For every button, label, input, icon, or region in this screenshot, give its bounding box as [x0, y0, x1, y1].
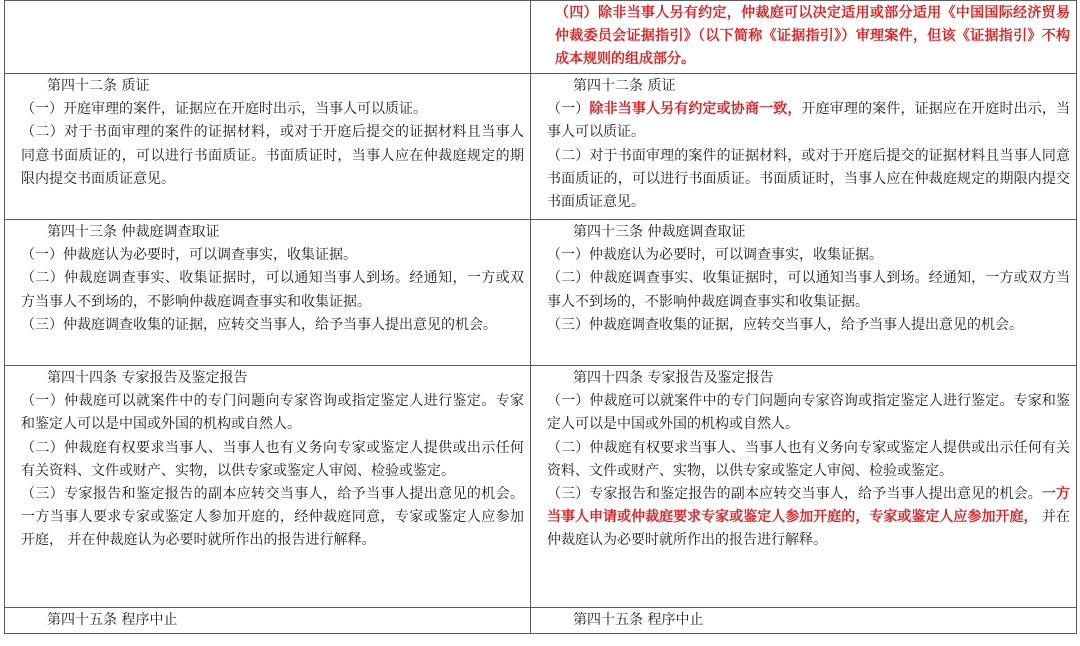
right-article-42 [531, 74, 1077, 220]
article-paragraph: （二）仲裁庭调查事实、收集证据时，可以通知当事人到场。经通知，一方或双方当事人不到场的，不影响仲裁庭调查事实和收集证据。 [547, 270, 1070, 310]
rules-comparison-table [4, 0, 1077, 634]
left-cell-empty [5, 1, 531, 74]
left-article-45 [5, 608, 531, 634]
article-paragraph: （二）对于书面审理的案件的证据材料，或对于开庭后提交的证据材料且当事人同意书面质证的，可以进行书面质证。书面质证时，当事人应在仲裁庭规定的期限内提交书面质证意见。 [547, 147, 1070, 211]
article-paragraph: （一）仲裁庭认为必要时，可以调查事实，收集证据。 [547, 247, 883, 264]
amended-text: 除非当事人另有约定或协商一致， [589, 101, 802, 118]
article-title: 第四十四条 专家报告及鉴定报告 [47, 370, 248, 386]
right-article-43 [531, 220, 1077, 366]
article-paragraph: （三）仲裁庭调查收集的证据，应转交当事人，给予当事人提出意见的机会。 [21, 316, 497, 333]
article-paragraph: （二）仲裁庭调查事实、收集证据时，可以通知当事人到场。经通知，一方或双方当事人不到场的，不影响仲裁庭调查事实和收集证据。 [21, 270, 524, 310]
left-article-43 [5, 220, 531, 366]
article-paragraph: （一）仲裁庭可以就案件中的专门问题向专家咨询或指定鉴定人进行鉴定。专家和鉴定人可以是中国或外国的机构或自然人。 [547, 393, 1070, 433]
article-title: 第四十三条 仲裁庭调查取证 [573, 224, 746, 240]
table-row [5, 220, 1077, 366]
amended-text: 一方当事人申请或仲裁庭要求专家或鉴定人参加开庭的，专家或鉴定人应参加开庭， [547, 486, 1070, 526]
article-title: 第四十四条 专家报告及鉴定报告 [573, 370, 774, 386]
article-paragraph: （二）对于书面审理的案件的证据材料，或对于开庭后提交的证据材料且当事人同意书面质证的，可以进行书面质证。书面质证时，当事人应在仲裁庭规定的期限内提交书面质证意见。 [21, 124, 524, 187]
paragraph-text: 开庭审理的案件，证据应在开庭时出示，当事人可以质证。 [547, 101, 1071, 141]
article-paragraph: （二）仲裁庭有权要求当事人、当事人也有义务向专家或鉴定人提供或出示任何有关资料、文件或财产、实物，以供专家或鉴定人审阅、检验或鉴定。 [21, 439, 524, 479]
article-title: 第四十三条 仲裁庭调查取证 [47, 224, 220, 240]
table-row [5, 74, 1077, 220]
article-paragraph: （三）仲裁庭调查收集的证据，应转交当事人，给予当事人提出意见的机会。 [547, 316, 1023, 333]
table-row [5, 1, 1077, 74]
article-paragraph: （一）仲裁庭认为必要时，可以调查事实，收集证据。 [21, 247, 357, 264]
article-title: 第四十五条 程序中止 [47, 612, 178, 628]
right-article-44 [531, 366, 1077, 608]
right-article-45 [531, 608, 1077, 634]
table-row [5, 608, 1077, 634]
table-row [5, 366, 1077, 608]
paragraph-prefix: （一） [547, 101, 590, 118]
paragraph-text: 并在仲裁庭认为必要时就所作出的报告进行解释。 [547, 509, 1070, 549]
article-title: 第四十二条 质证 [573, 78, 676, 94]
right-cell-evidence-guidelines [531, 1, 1077, 74]
article-paragraph: （一）开庭审理的案件，证据应在开庭时出示，当事人可以质证。 [21, 101, 427, 118]
article-paragraph: （三）专家报告和鉴定报告的副本应转交当事人，给予当事人提出意见的机会。一方当事人要求专家或鉴定人参加开庭的，经仲裁庭同意，专家或鉴定人应参加开庭， 并在仲裁庭认为必要时就所作出的报告进行解释。 [21, 486, 524, 549]
left-article-44 [5, 366, 531, 608]
article-paragraph [539, 483, 1070, 553]
article-paragraph: （二）仲裁庭有权要求当事人、当事人也有义务向专家或鉴定人提供或出示任何有关资料、文件或财产、实物，以供专家或鉴定人审阅、检验或鉴定。 [547, 439, 1070, 479]
article-paragraph: （一）仲裁庭可以就案件中的专门问题向专家咨询或指定鉴定人进行鉴定。专家和鉴定人可以是中国或外国的机构或自然人。 [21, 393, 524, 433]
article-title: 第四十五条 程序中止 [573, 612, 704, 628]
left-article-42 [5, 74, 531, 220]
evidence-guidelines-clause: （四）除非当事人另有约定，仲裁庭可以决定适用或部分适用《中国国际经济贸易仲裁委员会证据指引》（以下简称《证据指引》）审理案件，但该《证据指引》不构成本规则的组成部分。 [555, 5, 1070, 68]
article-title: 第四十二条 质证 [47, 78, 150, 94]
paragraph-text: （三）专家报告和鉴定报告的副本应转交当事人，给予当事人提出意见的机会。 [547, 486, 1042, 503]
article-paragraph [539, 98, 1070, 144]
